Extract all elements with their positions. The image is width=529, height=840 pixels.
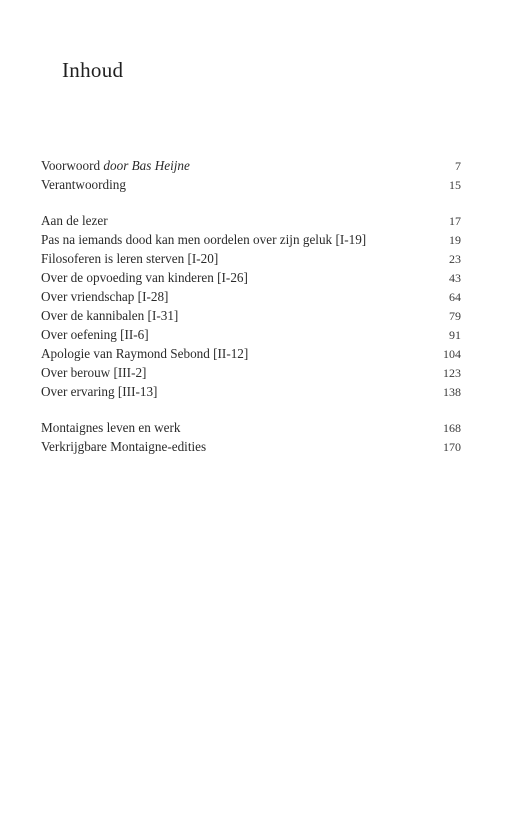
toc-group-back-matter xyxy=(41,418,461,456)
toc-entry[interactable] xyxy=(41,249,461,268)
toc-entry-title: Over de opvoeding van kinderen [I-26] xyxy=(41,270,248,285)
toc-entry-title: Filosoferen is leren sterven [I-20] xyxy=(41,251,219,266)
toc-entry[interactable] xyxy=(41,325,461,344)
toc-entry-page-number: 23 xyxy=(449,252,461,266)
toc-entry-page-number: 79 xyxy=(449,309,461,323)
toc-entry-title: Verantwoording xyxy=(41,177,126,192)
toc-entry[interactable] xyxy=(41,437,461,456)
toc-entry-page-number: 43 xyxy=(449,271,461,285)
toc-entry[interactable] xyxy=(41,344,461,363)
toc-entry-title: Aan de lezer xyxy=(41,213,108,228)
toc-entry-page-number: 15 xyxy=(449,178,461,192)
toc-entry[interactable] xyxy=(41,363,461,382)
toc-entry-page-number: 19 xyxy=(449,233,461,247)
toc-entry[interactable] xyxy=(41,175,461,194)
toc-entry-page-number: 123 xyxy=(443,366,461,380)
toc-entry[interactable] xyxy=(41,156,461,175)
toc-entry[interactable] xyxy=(41,268,461,287)
toc-entry-page-number: 64 xyxy=(449,290,461,304)
toc-entry[interactable] xyxy=(41,382,461,401)
toc-entry-author: door Bas Heijne xyxy=(103,158,190,173)
page-title: Inhoud xyxy=(62,58,124,82)
toc-entry[interactable] xyxy=(41,306,461,325)
toc-entry-title: Over berouw [III-2] xyxy=(41,365,147,380)
toc-entry-page-number: 91 xyxy=(449,328,461,342)
toc-entry-title: Over de kannibalen [I-31] xyxy=(41,308,179,323)
toc-entry-title: Over oefening [II-6] xyxy=(41,327,149,342)
toc-entry-page-number: 17 xyxy=(449,214,461,228)
toc-group-essays xyxy=(41,211,461,401)
toc-entry[interactable] xyxy=(41,230,461,249)
toc-entry[interactable] xyxy=(41,287,461,306)
toc-entry-title: Pas na iemands dood kan men oordelen over zijn geluk [I-19] xyxy=(41,232,367,247)
toc-entry-page-number: 104 xyxy=(443,347,461,361)
toc-entry-page-number: 170 xyxy=(443,440,461,454)
toc-entry-page-number: 7 xyxy=(455,159,461,173)
toc-entry-title: Apologie van Raymond Sebond [II-12] xyxy=(41,346,249,361)
toc-entry-title: Over ervaring [III-13] xyxy=(41,384,158,399)
toc-group-front-matter xyxy=(41,156,461,194)
toc-entry-page-number: 168 xyxy=(443,421,461,435)
toc-entry[interactable] xyxy=(41,418,461,437)
toc-entry-title: Verkrijgbare Montaigne-edities xyxy=(41,439,207,454)
table-of-contents xyxy=(41,156,461,473)
toc-entry-title: Voorwoord door Bas Heijne xyxy=(41,158,190,173)
toc-entry-title: Over vriendschap [I-28] xyxy=(41,289,169,304)
toc-entry-page-number: 138 xyxy=(443,385,461,399)
toc-entry-title: Montaignes leven en werk xyxy=(41,420,181,435)
toc-entry[interactable] xyxy=(41,211,461,230)
